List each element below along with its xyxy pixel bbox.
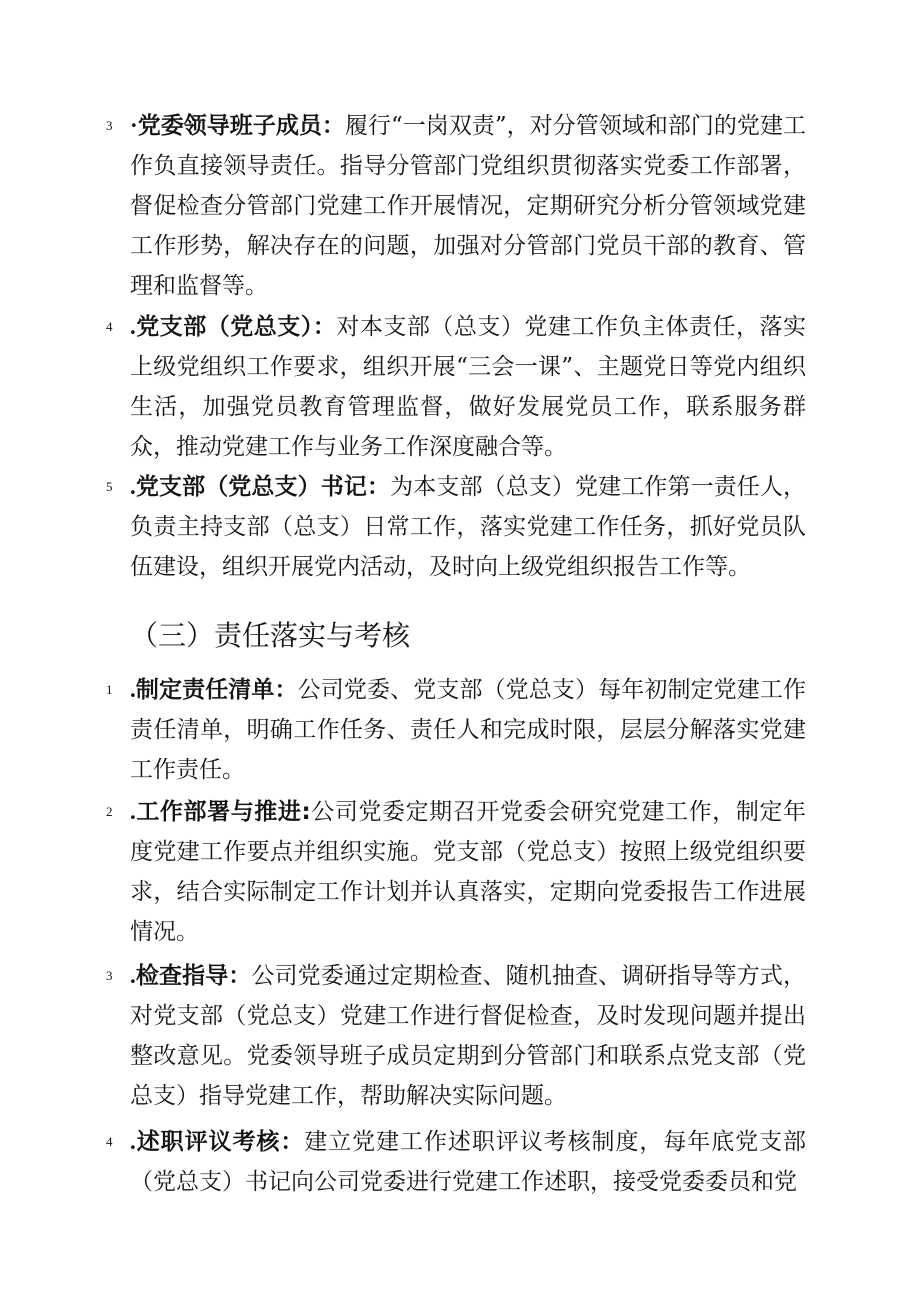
item-number: 3 [106,968,113,983]
item-number: 1 [106,682,113,697]
item-separator: . [130,474,136,499]
item-lead: 制定责任清单： [135,677,298,703]
list-item [106,792,806,952]
item-lead: 党委领导班子成员： [137,113,345,139]
item-separator: . [130,963,136,988]
item-text [130,670,806,790]
list-item [106,1122,806,1202]
item-number: 5 [106,479,113,494]
item-body: 公司党委定期召开党委会研究党建工作，制定年度党建工作要点并组织实施。党支部（党总支）按照上级党组织要求，结合实际制定工作计划并认真落实，定期向党委报告工作进展情况。 [130,799,807,945]
item-number: 2 [106,804,113,819]
item-body: 履行“一岗双责”，对分管领域和部门的党建工作负直接领导责任。指导分管部门党组织贯彻落实党委工作部署，督促检查分管部门党建工作开展情况，定期研究分析分管领域党建工作形势，解决存在的问题，加强对分管部门党员干部的教育、管理和监督等。 [130,113,806,299]
item-text [130,1122,806,1202]
item-separator: . [130,1129,136,1154]
list-item [106,956,806,1116]
item-number: 4 [106,1134,113,1149]
item-lead: 工作部署与推进: [135,799,311,825]
item-lead: 述职评议考核： [135,1129,305,1155]
item-body: 建立党建工作述职评议考核制度，每年底党支部（党总支）书记向公司党委进行党建工作述职，接受党委委员和党 [130,1129,806,1195]
item-body: 为本支部（总支）党建工作第一责任人，负责主持支部（总支）日常工作，落实党建工作任务，抓好党员队伍建设，组织开展党内活动，及时向上级党组织报告工作等。 [130,474,807,580]
item-separator: . [130,314,136,339]
item-text [130,792,806,952]
item-separator: · [130,113,138,138]
list-item [106,467,806,587]
item-text [130,956,806,1116]
item-body: 对本支部（总支）党建工作负主体责任，落实上级党组织工作要求，组织开展“三会一课”、主题党日等党内组织生活，加强党员教育管理监督，做好发展党员工作，联系服务群众，推动党建工作与业务工作深度融合等。 [130,314,807,460]
item-text [130,106,806,306]
item-text [130,307,806,467]
item-text [130,467,806,587]
item-lead: 检查指导： [135,963,252,989]
item-lead: 党支部（党总支）书记： [135,474,391,500]
item-body: 公司党委通过定期检查、随机抽查、调研指导等方式，对党支部（党总支）党建工作进行督促检查，及时发现问题并提出整改意见。党委领导班子成员定期到分管部门和联系点党支部（党总支）指导党建工作，帮助解决实际问题。 [130,963,807,1109]
item-separator: . [130,799,136,824]
item-body: 公司党委、党支部（党总支）每年初制定党建工作责任清单，明确工作任务、责任人和完成时限，层层分解落实党建工作责任。 [130,677,807,783]
list-item [106,670,806,790]
list-item [106,106,806,306]
item-number: 4 [106,319,113,334]
section-heading: （三）责任落实与考核 [130,619,411,652]
item-lead: 党支部（党总支）： [135,314,337,340]
item-separator: . [130,677,136,702]
item-number: 3 [106,118,113,133]
list-item [106,307,806,467]
